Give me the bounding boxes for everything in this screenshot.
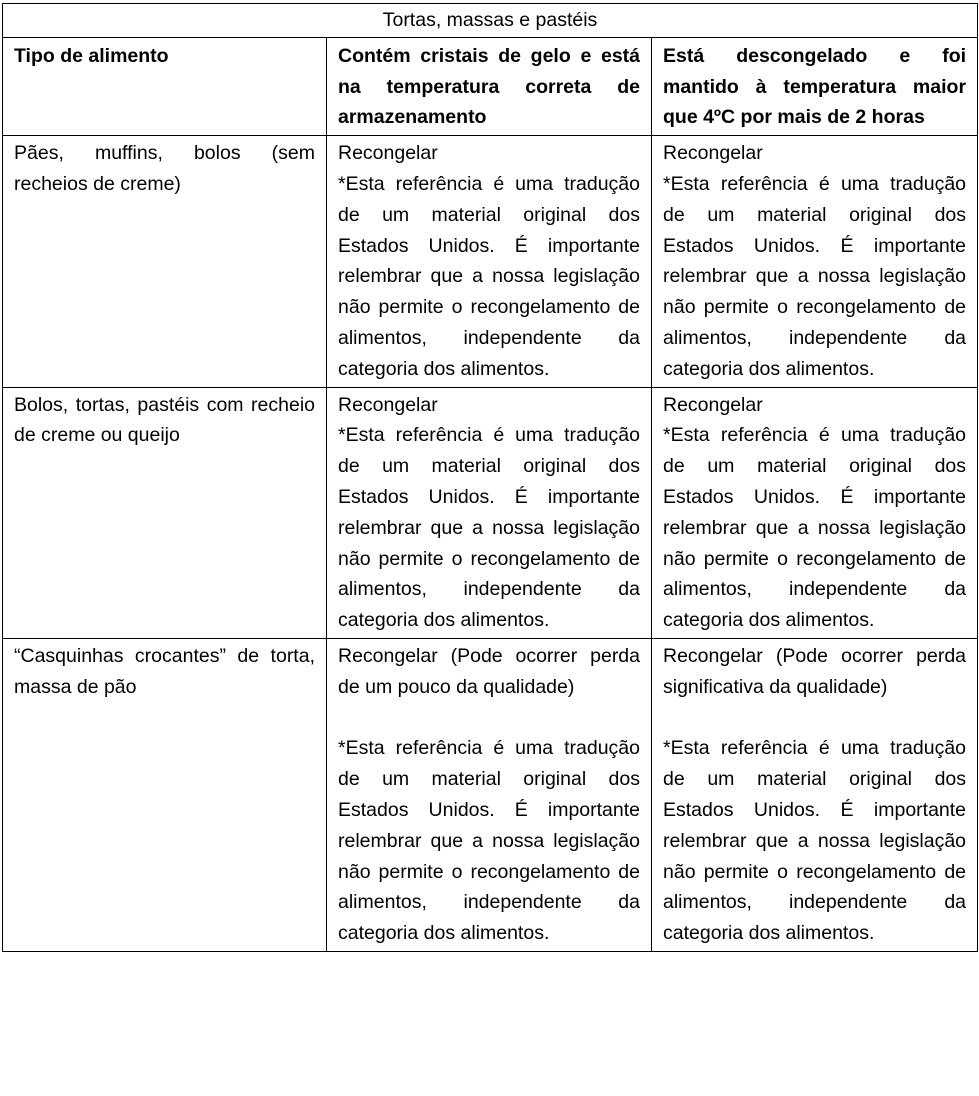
legislation-note: *Esta referência é uma tradução de um material original dos Estados Unidos. É importante relembrar que a nossa legislação não permite o recongelamento de alimentos, independente da categoria dos alimentos.: [663, 737, 967, 945]
blank-line: [663, 703, 966, 734]
header-frozen-correct-temp: Contém cristais de gelo e está na temperatura correta de armazenamento: [327, 37, 652, 135]
legislation-note: *Esta referência é uma tradução de um material original dos Estados Unidos. É importante relembrar que a nossa legislação não permite o recongelamento de alimentos, independente da categoria dos alimentos.: [338, 172, 640, 380]
table-row: [3, 136, 978, 387]
table-row: [3, 387, 978, 638]
table-title-row: [3, 4, 978, 38]
table-title: Tortas, massas e pastéis: [3, 4, 978, 38]
action-text: Recongelar (Pode ocorrer perda de um pouco da qualidade): [338, 644, 640, 698]
header-food-type: Tipo de alimento: [3, 37, 327, 135]
table-row: [3, 638, 978, 951]
frozen-cell: [327, 638, 652, 951]
action-text: Recongelar: [338, 142, 438, 165]
legislation-note: *Esta referência é uma tradução de um material original dos Estados Unidos. É importante relembrar que a nossa legislação não permite o recongelamento de alimentos, independente da categoria dos alimentos.: [663, 424, 967, 632]
frozen-cell: [327, 136, 652, 387]
action-text: Recongelar (Pode ocorrer perda significativa da qualidade): [663, 644, 967, 698]
food-type-cell: Bolos, tortas, pastéis com recheio de creme ou queijo: [3, 387, 327, 638]
action-text: Recongelar: [338, 393, 438, 416]
table-header-row: [3, 37, 978, 135]
thawed-cell: [652, 387, 978, 638]
action-text: Recongelar: [663, 142, 763, 165]
action-text: Recongelar: [663, 393, 763, 416]
food-refreeze-table: [2, 3, 978, 952]
legislation-note: *Esta referência é uma tradução de um material original dos Estados Unidos. É importante relembrar que a nossa legislação não permite o recongelamento de alimentos, independente da categoria dos alimentos.: [338, 424, 640, 632]
thawed-cell: [652, 136, 978, 387]
food-type-cell: “Casquinhas crocantes” de torta, massa de pão: [3, 638, 327, 951]
thawed-cell: [652, 638, 978, 951]
legislation-note: *Esta referência é uma tradução de um material original dos Estados Unidos. É importante relembrar que a nossa legislação não permite o recongelamento de alimentos, independente da categoria dos alimentos.: [663, 172, 967, 380]
legislation-note: *Esta referência é uma tradução de um material original dos Estados Unidos. É importante relembrar que a nossa legislação não permite o recongelamento de alimentos, independente da categoria dos alimentos.: [338, 737, 640, 945]
blank-line: [338, 703, 640, 734]
frozen-cell: [327, 387, 652, 638]
food-type-cell: Pães, muffins, bolos (sem recheios de creme): [3, 136, 327, 387]
header-thawed-above-4c: Está descongelado e foi mantido à temperatura maior que 4ºC por mais de 2 horas: [652, 37, 978, 135]
